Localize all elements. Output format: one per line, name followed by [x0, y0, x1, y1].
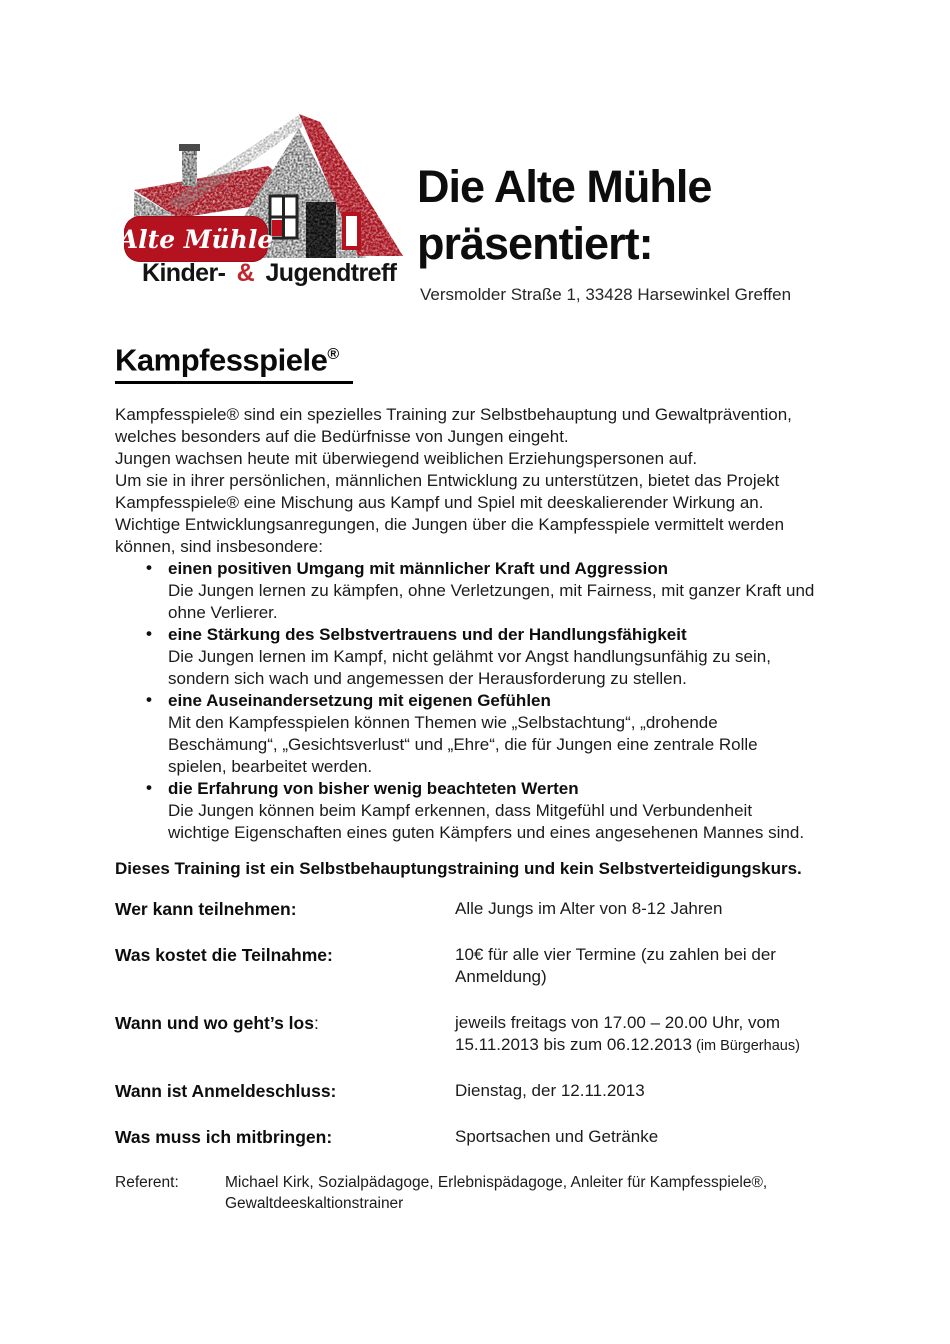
intro-sentence: Um sie in ihrer persönlichen, männlichen Entwicklung zu unterstützen, bietet das Projekt Kampfesspiele® eine Mischung aus Kampf und Spiel mit deeskalierender Wirkung an.	[115, 471, 780, 513]
info-label: Was kostet die Teilnahme:	[115, 945, 333, 966]
list-item-title: eine Auseinandersetzung mit eigenen Gefühlen	[168, 691, 551, 711]
table-row	[115, 944, 840, 989]
info-table	[115, 898, 840, 1149]
logo-tagline	[142, 259, 396, 288]
bullet-dot-icon: •	[146, 558, 152, 578]
referent-label: Referent:	[115, 1174, 179, 1192]
section-heading-text: Kampfesspiele	[115, 342, 328, 378]
table-row	[115, 1126, 840, 1149]
logo-badge-text: Alte Mühle	[118, 224, 274, 254]
logo-tagline-ampersand: &	[236, 259, 255, 287]
list-item	[115, 778, 840, 844]
list-item-body: Mit den Kampfesspielen können Themen wie „Selbstachtung“, „drohende Beschämung“, „Gesichtsverlust“ und „Ehre“, die für Jungen eine zentrale Rolle spielen, bearbeitet werden.	[168, 713, 758, 777]
benefits-list	[115, 558, 840, 844]
info-label: Wann ist Anmeldeschluss:	[115, 1081, 337, 1102]
bullet-lead-in: Wichtige Entwicklungsanregungen, die Jungen über die Kampfesspiele vermittelt werden können, sind insbesondere:	[115, 515, 785, 557]
info-label: Wann und wo geht’s los:	[115, 1013, 319, 1034]
address-line: Versmolder Straße 1, 33428 Harsewinkel Greffen	[420, 285, 792, 304]
table-row	[115, 1012, 840, 1057]
list-item-title: eine Stärkung des Selbstvertrauens und der Handlungsfähigkeit	[168, 625, 687, 645]
list-item-body: Die Jungen können beim Kampf erkennen, dass Mitgefühl und Verbundenheit wichtige Eigenschaften eines guten Kämpfers und eines angesehenen Mannes sind.	[168, 801, 805, 843]
page-title	[417, 158, 917, 272]
info-value: Sportsachen und Getränke	[455, 1127, 659, 1147]
list-item-title: die Erfahrung von bisher wenig beachteten Werten	[168, 779, 579, 799]
intro-paragraphs	[115, 404, 840, 558]
info-value: Alle Jungs im Alter von 8-12 Jahren	[455, 899, 723, 919]
logo-badge	[118, 216, 274, 262]
bullet-dot-icon: •	[146, 778, 152, 798]
list-item	[115, 624, 840, 690]
list-item-body: Die Jungen lernen im Kampf, nicht gelähmt vor Angst handlungsunfähig zu sein, sondern sich wach und angemessen der Herausforderung zu stellen.	[168, 647, 771, 689]
bullet-dot-icon: •	[146, 624, 152, 644]
page-title-line1: Die Alte Mühle	[417, 161, 712, 212]
referent-row	[115, 1172, 840, 1214]
document-body	[115, 336, 840, 1214]
bullet-dot-icon: •	[146, 690, 152, 710]
info-value: jeweils freitags von 17.00 – 20.00 Uhr, vom 15.11.2013 bis zum 06.12.2013 (im Bürgerhaus)	[455, 1013, 800, 1055]
logo-tagline-part2: Jugendtreff	[265, 259, 397, 287]
table-row	[115, 898, 840, 921]
info-label: Was muss ich mitbringen:	[115, 1127, 333, 1148]
list-item-title: einen positiven Umgang mit männlicher Kraft und Aggression	[168, 559, 668, 579]
info-value: 10€ für alle vier Termine (zu zahlen bei der Anmeldung)	[455, 945, 776, 987]
list-item-body: Die Jungen lernen zu kämpfen, ohne Verletzungen, mit Fairness, mit ganzer Kraft und ohne Verlierer.	[168, 581, 815, 623]
list-item	[115, 690, 840, 778]
intro-sentence: Kampfesspiele® sind ein spezielles Training zur Selbstbehauptung und Gewaltprävention, welches besonders auf die Bedürfnisse von Jungen eingeht.	[115, 405, 792, 447]
intro-sentence: Jungen wachsen heute mit überwiegend weiblichen Erziehungspersonen auf.	[115, 449, 698, 469]
table-row	[115, 1080, 840, 1103]
info-label: Wer kann teilnehmen:	[115, 899, 297, 920]
registered-trademark-symbol: ®	[327, 346, 339, 363]
referent-value: Michael Kirk, Sozialpädagoge, Erlebnispädagoge, Anleiter für Kampfesspiele®, Gewaltdeeskaltionstrainer	[225, 1174, 768, 1213]
title-block	[417, 158, 917, 305]
page-title-line2: präsentiert:	[417, 218, 653, 269]
key-statement: Dieses Training ist ein Selbstbehauptungstraining und kein Selbstverteidigungskurs.	[115, 859, 802, 879]
section-heading	[115, 336, 353, 384]
list-item	[115, 558, 840, 624]
logo-tagline-part1: Kinder-	[142, 259, 226, 287]
logo-block	[120, 110, 430, 300]
info-value: Dienstag, der 12.11.2013	[455, 1081, 645, 1101]
